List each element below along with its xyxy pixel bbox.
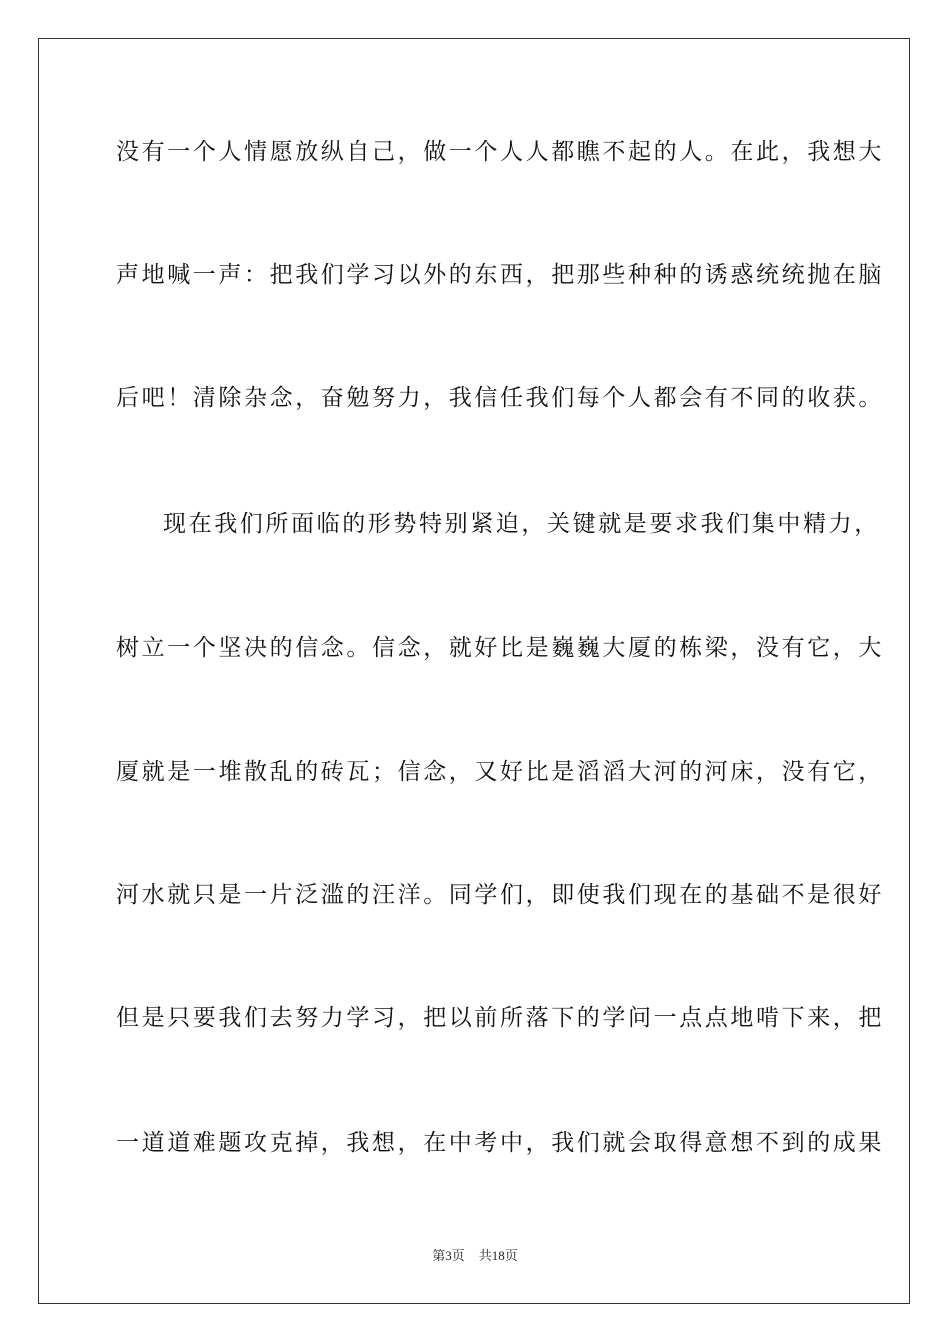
body-text-line: 树立一个坚决的信念。信念，就好比是巍巍大厦的栋梁，没有它，大 [116,635,884,661]
paragraph-first-line: 现在我们所面临的形势特别紧迫，关键就是要求我们集中精力， [163,511,880,537]
body-text-line: 没有一个人情愿放纵自己，做一个人人都瞧不起的人。在此，我想大 [116,139,884,165]
body-text-line: 厦就是一堆散乱的砖瓦；信念，又好比是滔滔大河的河床，没有它， [116,759,884,785]
total-pages: 共18页 [478,1248,518,1263]
body-text-line: 一道道难题攻克掉，我想，在中考中，我们就会取得意想不到的成果 [116,1130,884,1156]
page-footer [0,1245,950,1264]
page-border [38,38,910,1304]
body-text-line: 后吧！清除杂念，奋勉努力，我信任我们每个人都会有不同的收获。 [116,385,884,411]
page-number: 第3页 [432,1248,465,1263]
body-text-line: 声地喊一声：把我们学习以外的东西，把那些种种的诱惑统统抛在脑 [116,262,884,288]
body-text-line: 河水就只是一片泛滥的汪洋。同学们，即使我们现在的基础不是很好 [116,882,884,908]
body-text-line: 但是只要我们去努力学习，把以前所落下的学问一点点地啃下来，把 [116,1005,884,1031]
